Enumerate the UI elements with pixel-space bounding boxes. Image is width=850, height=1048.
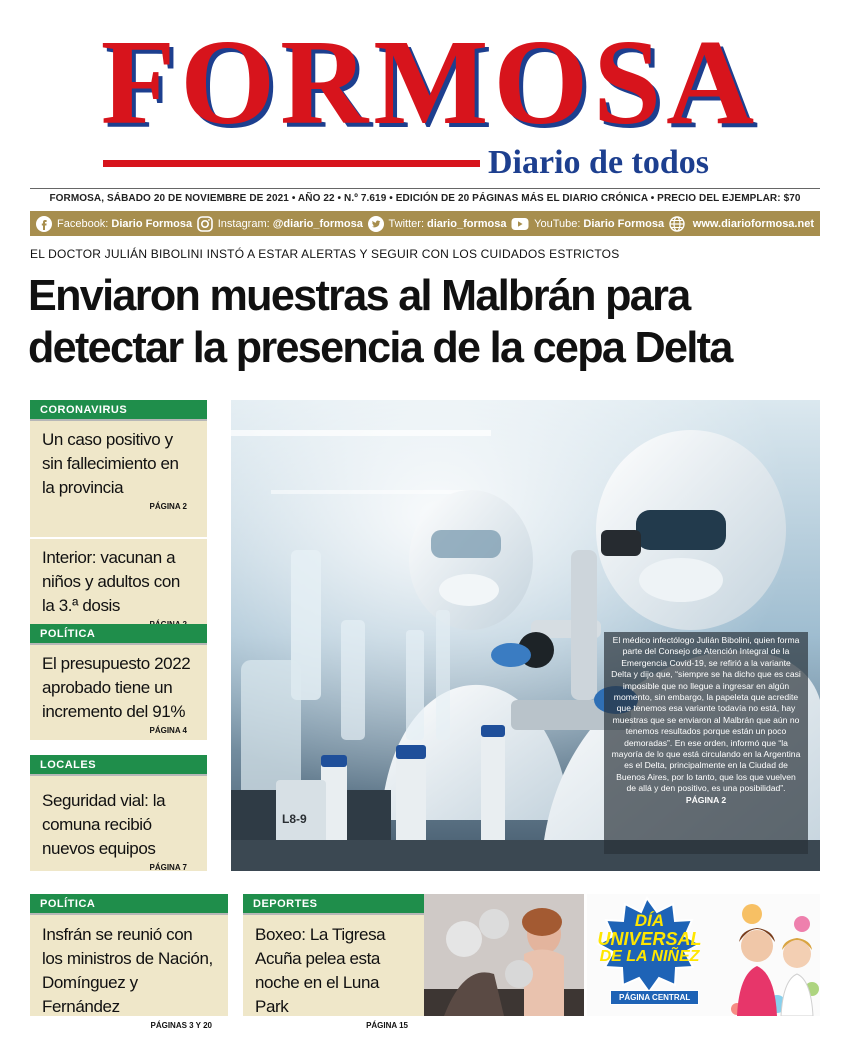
social-label: YouTube: [534, 217, 581, 230]
section-locales [30, 755, 207, 871]
story-item[interactable] [30, 776, 207, 871]
logo-underline [103, 160, 480, 167]
social-value: www.diarioformosa.net [692, 217, 814, 230]
story-title: Un caso positivo y sin fallecimiento en la provincia [42, 430, 179, 497]
social-value: @diario_formosa [272, 217, 363, 230]
social-label: Twitter: [388, 217, 424, 230]
story-title: El presupuesto 2022 aprobado tiene un incremento del 91% [42, 654, 191, 721]
lead-kicker: EL DOCTOR JULIÁN BIBOLINI INSTÓ A ESTAR ALERTAS Y SEGUIR CON LOS CUIDADOS ESTRICTOS [30, 247, 620, 261]
story-item [30, 915, 228, 1030]
section-politica [30, 624, 207, 740]
story-item[interactable] [30, 537, 207, 633]
ninez-text [587, 894, 820, 1016]
section-label: LOCALES [30, 755, 207, 776]
section-label: POLÍTICA [30, 624, 207, 645]
story-item[interactable] [30, 421, 207, 537]
social-label: Facebook: [57, 217, 109, 230]
dateline: FORMOSA, SÁBADO 20 DE NOVIEMBRE DE 2021 • AÑO 22 • N.º 7.619 • EDICIÓN DE 20 PÁGINAS MÁS EL DIARIO CRÓNICA • PRECIO DEL EJEMPLAR: $70 [49, 193, 801, 204]
story-page: PÁGINA 2 [149, 502, 187, 511]
headline-line-1: Enviaron muestras al Malbrán para [28, 271, 690, 320]
social-value: Diario Formosa [111, 217, 193, 230]
social-facebook[interactable] [36, 216, 192, 232]
photo-label: L8-9 [282, 812, 307, 826]
youtube-icon [511, 217, 529, 231]
boxing-photo[interactable] [424, 894, 584, 1016]
social-youtube[interactable] [511, 217, 664, 231]
lead-headline[interactable] [28, 270, 812, 374]
social-value: Diario Formosa [583, 217, 665, 230]
section-coronavirus [30, 400, 207, 633]
twitter-icon [368, 216, 384, 232]
tagline: Diario de todos [488, 144, 709, 181]
social-twitter[interactable] [368, 216, 507, 232]
boxing-illustration [424, 894, 584, 1016]
story-item [243, 915, 424, 1030]
masthead [0, 0, 850, 204]
social-website[interactable] [669, 216, 814, 232]
story-page: PÁGINA 7 [149, 863, 187, 872]
social-instagram[interactable] [197, 216, 363, 232]
ninez-promo[interactable] [587, 894, 820, 1016]
ninez-line-2: UNIVERSAL [597, 929, 702, 949]
story-title: Interior: vacunan a niños y adultos con la 3.ª dosis [42, 548, 180, 615]
bottom-deportes[interactable] [243, 894, 424, 1030]
ninez-line-3: DE LA NIÑEZ [599, 948, 700, 965]
headline-line-2: detectar la presencia de la cepa Delta [28, 323, 732, 372]
story-title: Insfrán se reunió con los ministros de Nación, Domínguez y Fernández [42, 925, 213, 1016]
newspaper-logo: FORMOSA [100, 15, 760, 150]
facebook-icon [36, 216, 52, 232]
section-label: CORONAVIRUS [30, 400, 207, 421]
social-bar [30, 211, 820, 236]
caption-text: El médico infectólogo Julián Bibolini, quien forma parte del Consejo de Atención Integral de la Emergencia Covid-19, se refirió a la variante Delta y dijo que, “siempre se ha dicho que es casi imposible que no llegue a ingresar en algún momento, sin embargo, la papeleta que acredite que tenemos esa variante todavía no está, hay muestras que se enviaron al Malbrán que aún no tenemos resultados porque están un poco demoradas”. En ese orden, informó que “la mayoría de lo que está circulando en la Argentina es el Delta, principalmente en la Ciudad de Buenos Aires, por lo tanto, que los que vuelven de allá y den positivo, es una posibilidad”. [611, 635, 801, 794]
photo-caption [604, 632, 808, 854]
instagram-icon [197, 216, 213, 232]
story-page: PÁGINA 4 [149, 726, 187, 735]
dateline-divider [30, 188, 820, 189]
social-value: diario_formosa [427, 217, 507, 230]
story-title: Seguridad vial: la comuna recibió nuevos equipos [42, 791, 166, 858]
story-item[interactable] [30, 645, 207, 740]
ninez-page: PÁGINA CENTRAL [610, 990, 699, 1005]
social-label: Instagram: [217, 217, 270, 230]
globe-icon [669, 216, 685, 232]
story-page: PÁGINA 15 [366, 1021, 408, 1030]
bottom-politica[interactable] [30, 894, 228, 1030]
story-page: PÁGINAS 3 Y 20 [150, 1021, 212, 1030]
story-title: Boxeo: La Tigresa Acuña pelea esta noche en el Luna Park [255, 925, 386, 1016]
ninez-line-1: DÍA [634, 911, 665, 930]
caption-page: PÁGINA 2 [685, 794, 727, 805]
section-label: POLÍTICA [30, 894, 228, 915]
section-label: DEPORTES [243, 894, 424, 915]
